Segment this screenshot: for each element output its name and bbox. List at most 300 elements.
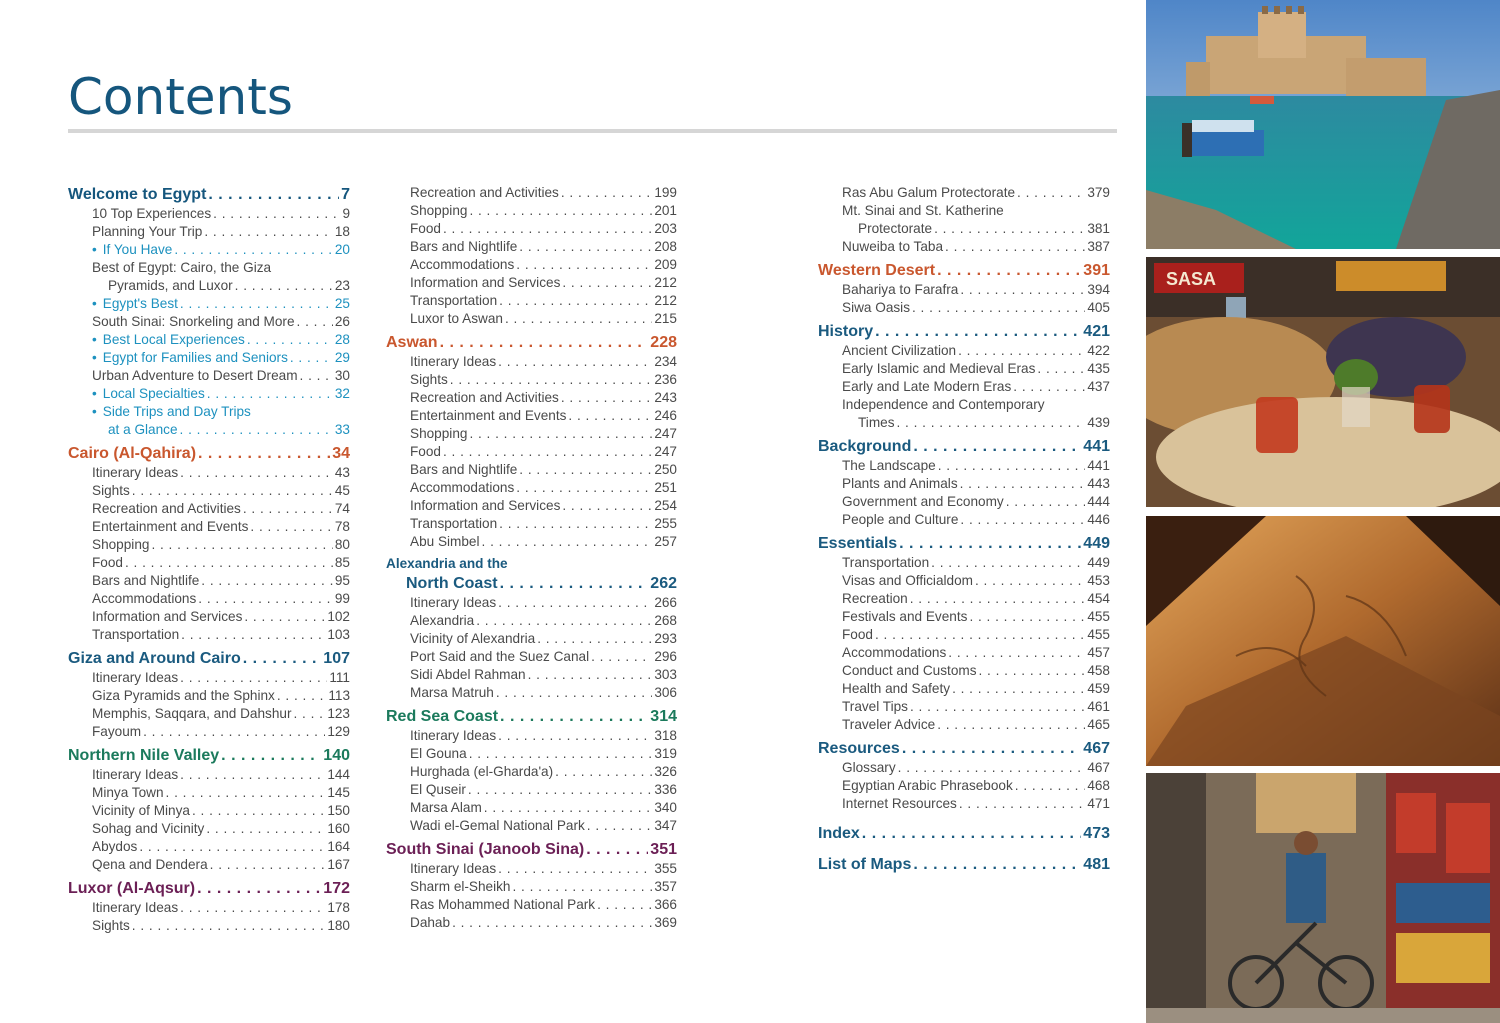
entry-label: Food: [92, 555, 123, 570]
entry-page: 405: [1087, 300, 1110, 315]
entry-label: Information and Services: [410, 275, 561, 290]
entry-page: 439: [1087, 415, 1110, 430]
leader-dots: [516, 479, 652, 497]
toc-entry[interactable]: [68, 723, 350, 741]
leader-dots: [562, 497, 652, 515]
leader-dots: [516, 256, 652, 274]
toc-entry[interactable]: [386, 860, 677, 878]
entry-label: Entertainment and Events: [92, 519, 249, 534]
entry-page: 471: [1087, 796, 1110, 811]
toc-entry[interactable]: [68, 331, 350, 349]
toc-entry[interactable]: [68, 766, 350, 784]
toc-entry[interactable]: [386, 630, 677, 648]
toc-entry[interactable]: [68, 223, 350, 241]
entry-label: Glossary: [842, 760, 896, 775]
entry-label: If You Have: [102, 242, 173, 257]
entry-page: 255: [654, 516, 677, 531]
toc-entry[interactable]: [68, 518, 350, 536]
toc-entry[interactable]: [818, 698, 1110, 716]
toc-entry[interactable]: [386, 202, 677, 220]
toc-entry[interactable]: [386, 594, 677, 612]
entry-label: Planning Your Trip: [92, 224, 203, 239]
entry-label: Itinerary Ideas: [92, 465, 179, 480]
entry-page: 123: [327, 706, 350, 721]
entry-page: 293: [654, 631, 677, 646]
leader-dots: [498, 727, 652, 745]
svg-text:SASA: SASA: [1166, 269, 1217, 289]
entry-label: Best of Egypt: Cairo, the Giza: [92, 260, 272, 275]
section-heading[interactable]: [386, 332, 677, 353]
entry-label: Plants and Animals: [842, 476, 958, 491]
toc-entry[interactable]: [386, 896, 677, 914]
section-heading[interactable]: [386, 839, 677, 860]
entry-label: Information and Services: [92, 609, 243, 624]
leader-dots: [597, 896, 652, 914]
leader-dots: [244, 608, 325, 626]
entry-page: 111: [329, 670, 350, 685]
toc-entry[interactable]: [68, 838, 350, 856]
leader-dots: [960, 511, 1085, 529]
leader-dots: [210, 856, 326, 874]
toc-entry[interactable]: [386, 353, 677, 371]
toc-entry[interactable]: [386, 425, 677, 443]
toc-entry[interactable]: [68, 482, 350, 500]
leader-dots: [875, 626, 1085, 644]
entry-page: 26: [334, 314, 350, 329]
leader-dots: [174, 241, 333, 259]
toc-section-giza-and-around-cairo: [68, 648, 350, 741]
toc-entry[interactable]: [68, 626, 350, 644]
entry-page: 30: [334, 368, 350, 383]
leader-dots: [235, 277, 333, 295]
entry-label: Wadi el-Gemal National Park: [410, 818, 585, 833]
toc-entry[interactable]: [68, 590, 350, 608]
toc-entry[interactable]: [68, 464, 350, 482]
toc-entry[interactable]: [818, 281, 1110, 299]
entry-page: 387: [1087, 239, 1110, 254]
entry-page: 437: [1087, 379, 1110, 394]
entry-page: 461: [1087, 699, 1110, 714]
toc-entry[interactable]: [386, 781, 677, 799]
leader-dots: [213, 205, 340, 223]
toc-entry[interactable]: [386, 443, 677, 461]
entry-label: Early and Late Modern Eras: [842, 379, 1012, 394]
entry-label: Marsa Matruh: [410, 685, 494, 700]
section-heading[interactable]: [818, 321, 1110, 342]
toc-entry[interactable]: [818, 590, 1110, 608]
toc-entry[interactable]: [818, 202, 1110, 220]
leader-dots: [913, 854, 1081, 875]
entry-label: Vicinity of Minya: [92, 803, 190, 818]
toc-entry[interactable]: [818, 238, 1110, 256]
toc-entry[interactable]: [386, 727, 677, 745]
entry-page: 236: [654, 372, 677, 387]
toc-entry[interactable]: [386, 238, 677, 256]
toc-entry[interactable]: [68, 669, 350, 687]
toc-column-2: [386, 184, 677, 932]
entry-page: 103: [327, 627, 350, 642]
section-heading[interactable]: [68, 745, 350, 766]
section-page: 441: [1083, 438, 1110, 455]
section-title: Red Sea Coast: [386, 708, 499, 725]
entry-page: 167: [327, 857, 350, 872]
entry-page: 455: [1087, 609, 1110, 624]
toc-entry[interactable]: [818, 626, 1110, 644]
toc-entry[interactable]: [68, 277, 350, 295]
entry-label: Itinerary Ideas: [92, 767, 179, 782]
entry-page: 144: [327, 767, 350, 782]
leader-dots: [902, 738, 1081, 759]
leader-dots: [180, 766, 325, 784]
entry-label: Sights: [92, 483, 130, 498]
toc-entry[interactable]: [68, 536, 350, 554]
leader-dots: [139, 838, 325, 856]
toc-entry[interactable]: [68, 687, 350, 705]
toc-section-background: [818, 436, 1110, 529]
entry-label: Itinerary Ideas: [92, 900, 179, 915]
section-heading[interactable]: [386, 706, 677, 727]
leader-dots: [300, 367, 333, 385]
toc-entry[interactable]: [818, 777, 1110, 795]
toc-entry[interactable]: [818, 608, 1110, 626]
leader-dots: [979, 662, 1086, 680]
entry-label: Traveler Advice: [842, 717, 936, 732]
toc-entry[interactable]: [68, 608, 350, 626]
entry-page: 74: [334, 501, 350, 516]
section-heading[interactable]: [818, 260, 1110, 281]
toc-entry[interactable]: [818, 662, 1110, 680]
leader-dots: [969, 608, 1085, 626]
entry-label: Egypt for Families and Seniors: [102, 350, 288, 365]
toc-entry[interactable]: [818, 572, 1110, 590]
entry-page: 326: [654, 764, 677, 779]
entry-label: Travel Tips: [842, 699, 908, 714]
toc-entry[interactable]: [68, 856, 350, 874]
section-heading[interactable]: [68, 184, 350, 205]
bullet-icon: •: [92, 350, 97, 365]
section-page: 172: [323, 880, 350, 897]
citadel-harbor-photo: [1146, 0, 1500, 249]
entry-label: Health and Safety: [842, 681, 951, 696]
entry-page: 340: [654, 800, 677, 815]
entry-label: Protectorate: [858, 221, 933, 236]
toc-section-alexandria-and-the-north-coast: [386, 555, 677, 702]
toc-entry[interactable]: [386, 407, 677, 425]
toc-entry[interactable]: [818, 475, 1110, 493]
section-page: 7: [341, 186, 350, 203]
toc-entry[interactable]: [386, 371, 677, 389]
section-page: 473: [1083, 825, 1110, 842]
leader-dots: [498, 594, 652, 612]
toc-entry[interactable]: [818, 299, 1110, 317]
bullet-icon: •: [92, 332, 97, 347]
toc-entry[interactable]: [386, 684, 677, 702]
leader-dots: [513, 878, 653, 896]
entry-label: Abu Simbel: [410, 534, 480, 549]
leader-dots: [948, 644, 1085, 662]
section-title: South Sinai (Janoob Sina): [386, 841, 585, 858]
toc-entry[interactable]: [386, 648, 677, 666]
temple-relief-photo: [1146, 516, 1500, 766]
entry-label: Dahab: [410, 915, 451, 930]
toc-entry[interactable]: [386, 612, 677, 630]
leader-dots: [500, 573, 649, 594]
leader-dots: [482, 533, 653, 551]
toc-entry[interactable]: [386, 515, 677, 533]
toc-entry[interactable]: [386, 497, 677, 515]
entry-label: Sidi Abdel Rahman: [410, 667, 526, 682]
leader-dots: [499, 292, 652, 310]
toc-entry[interactable]: [818, 511, 1110, 529]
entry-page: 25: [334, 296, 350, 311]
section-heading[interactable]: Alexandria and the: [386, 556, 508, 571]
entry-label: Vicinity of Alexandria: [410, 631, 536, 646]
toc-entry[interactable]: [68, 917, 350, 935]
entry-page: 319: [654, 746, 677, 761]
leader-dots: [960, 475, 1086, 493]
leader-dots: [197, 878, 321, 899]
entry-label: Information and Services: [410, 498, 561, 513]
toc-entry[interactable]: [68, 385, 350, 403]
toc-section-list-of-maps: [818, 854, 1110, 875]
entry-label: Accommodations: [410, 257, 515, 272]
entry-page: 178: [327, 900, 350, 915]
section-title: Luxor (Al-Aqsur): [68, 880, 196, 897]
toc-entry[interactable]: [68, 802, 350, 820]
toc-entry[interactable]: [818, 644, 1110, 662]
toc-entry[interactable]: [68, 899, 350, 917]
toc-entry[interactable]: [818, 414, 1110, 432]
section-heading[interactable]: [818, 436, 1110, 457]
toc-section-continued: [386, 184, 677, 328]
leader-dots: [1037, 360, 1085, 378]
leader-dots: [469, 202, 652, 220]
entry-page: 129: [327, 724, 350, 739]
toc-entry[interactable]: [386, 666, 677, 684]
toc-entry[interactable]: [386, 763, 677, 781]
entry-label: 10 Top Experiences: [92, 206, 212, 221]
entry-label: Shopping: [410, 426, 468, 441]
leader-dots: [528, 666, 653, 684]
entry-page: 457: [1087, 645, 1110, 660]
leader-dots: [468, 781, 652, 799]
entry-label: Side Trips and Day Trips: [102, 404, 251, 419]
leader-dots: [125, 554, 333, 572]
toc-entry[interactable]: [386, 310, 677, 328]
toc-section-index: [818, 823, 1110, 844]
toc-entry[interactable]: [68, 295, 350, 313]
toc-entry[interactable]: [386, 292, 677, 310]
toc-section-luxor-al-aqsur: [68, 878, 350, 935]
section-heading[interactable]: [818, 854, 1110, 875]
leader-dots: [875, 321, 1081, 342]
toc-section-northern-nile-valley: [68, 745, 350, 874]
section-heading[interactable]: [68, 648, 350, 669]
leader-dots: [587, 817, 653, 835]
entry-page: 212: [654, 293, 677, 308]
toc-entry[interactable]: [68, 572, 350, 590]
entry-label: Itinerary Ideas: [410, 354, 497, 369]
toc-entry[interactable]: [386, 878, 677, 896]
section-heading[interactable]: [68, 443, 350, 464]
leader-dots: [499, 515, 652, 533]
section-page: 467: [1083, 740, 1110, 757]
entry-page: 45: [334, 483, 350, 498]
entry-page: 28: [334, 332, 350, 347]
leader-dots: [297, 313, 333, 331]
entry-label: Bars and Nightlife: [410, 239, 518, 254]
toc-entry[interactable]: [68, 421, 350, 439]
section-page: 391: [1083, 262, 1110, 279]
toc-entry[interactable]: [386, 817, 677, 835]
toc-entry[interactable]: [68, 820, 350, 838]
leader-dots: [498, 353, 652, 371]
leader-dots: [443, 220, 652, 238]
toc-entry[interactable]: [818, 396, 1110, 414]
toc-entry[interactable]: [818, 342, 1110, 360]
entry-label: Nuweiba to Taba: [842, 239, 944, 254]
entry-page: 441: [1087, 458, 1110, 473]
toc-entry[interactable]: [68, 784, 350, 802]
toc-entry[interactable]: [386, 745, 677, 763]
entry-page: 366: [654, 897, 677, 912]
entry-label: Bars and Nightlife: [410, 462, 518, 477]
entry-page: 80: [334, 537, 350, 552]
toc-entry[interactable]: [818, 680, 1110, 698]
entry-label: Independence and Contemporary: [842, 397, 1045, 412]
toc-entry[interactable]: [818, 378, 1110, 396]
toc-entry[interactable]: [818, 716, 1110, 734]
leader-dots: [910, 590, 1086, 608]
leader-dots: [1017, 184, 1085, 202]
entry-label: Itinerary Ideas: [410, 595, 497, 610]
toc-entry[interactable]: [386, 479, 677, 497]
toc-entry[interactable]: [386, 184, 677, 202]
leader-dots: [247, 331, 333, 349]
entry-page: 145: [327, 785, 350, 800]
section-title: Giza and Around Cairo: [68, 650, 241, 667]
toc-entry[interactable]: [818, 795, 1110, 813]
entry-label: Fayoum: [92, 724, 142, 739]
toc-entry[interactable]: [68, 554, 350, 572]
entry-page: 234: [654, 354, 677, 369]
leader-dots: [181, 626, 325, 644]
toc-entry[interactable]: [386, 914, 677, 932]
toc-section-history: [818, 321, 1110, 432]
entry-label: Food: [842, 627, 873, 642]
section-heading[interactable]: [818, 823, 1110, 844]
toc-entry[interactable]: [818, 220, 1110, 238]
entry-label: Transportation: [92, 627, 180, 642]
leader-dots: [132, 482, 333, 500]
leader-dots: [500, 706, 648, 727]
section-title: North Coast: [406, 575, 498, 592]
toc-section-essentials: [818, 533, 1110, 734]
leader-dots: [496, 684, 652, 702]
toc-section-welcome-to-egypt: [68, 184, 350, 439]
section-heading[interactable]: [818, 738, 1110, 759]
leader-dots: [250, 518, 332, 536]
entry-label: Accommodations: [410, 480, 515, 495]
toc-entry[interactable]: [68, 205, 350, 223]
toc-column-1: [68, 184, 350, 935]
toc-entry[interactable]: [386, 799, 677, 817]
entry-page: 247: [654, 444, 677, 459]
leader-dots: [440, 332, 649, 353]
toc-entry[interactable]: [818, 554, 1110, 572]
section-title: Welcome to Egypt: [68, 186, 207, 203]
toc-entry[interactable]: [818, 457, 1110, 475]
entry-label: El Quseir: [410, 782, 466, 797]
toc-entry[interactable]: [68, 349, 350, 367]
entry-page: 201: [654, 203, 677, 218]
leader-dots: [151, 536, 332, 554]
leader-dots: [505, 310, 652, 328]
leader-dots: [277, 687, 326, 705]
entry-page: 243: [654, 390, 677, 405]
toc-entry[interactable]: [386, 256, 677, 274]
toc-entry[interactable]: [68, 705, 350, 723]
section-page: 107: [323, 650, 350, 667]
leader-dots: [201, 572, 333, 590]
leader-dots: [959, 795, 1085, 813]
entry-page: 443: [1087, 476, 1110, 491]
leader-dots: [484, 799, 653, 817]
section-title: Index: [818, 825, 860, 842]
entry-label: Festivals and Events: [842, 609, 968, 624]
leader-dots: [452, 914, 652, 932]
toc-section-resources: [818, 738, 1110, 813]
toc-entry[interactable]: [386, 389, 677, 407]
toc-entry[interactable]: [68, 403, 350, 421]
entry-page: 379: [1087, 185, 1110, 200]
toc-entry[interactable]: [818, 360, 1110, 378]
toc-entry[interactable]: [386, 274, 677, 292]
section-page: 449: [1083, 535, 1110, 552]
entry-page: 23: [334, 278, 350, 293]
toc-entry[interactable]: [386, 461, 677, 479]
toc-entry[interactable]: [68, 367, 350, 385]
section-heading[interactable]: [818, 533, 1110, 554]
entry-label: Mt. Sinai and St. Katherine: [842, 203, 1004, 218]
entry-label: Bahariya to Farafra: [842, 282, 959, 297]
toc-entry[interactable]: [818, 184, 1110, 202]
leader-dots: [208, 184, 339, 205]
entry-label: South Sinai: Snorkeling and More: [92, 314, 295, 329]
leader-dots: [586, 839, 648, 860]
leader-dots: [243, 648, 322, 669]
toc-entry[interactable]: [818, 493, 1110, 511]
toc-entry[interactable]: [68, 241, 350, 259]
leader-dots: [897, 414, 1086, 432]
toc-entry[interactable]: [386, 533, 677, 551]
toc-entry[interactable]: [818, 759, 1110, 777]
leader-dots: [143, 723, 325, 741]
section-heading-line[interactable]: [386, 573, 677, 594]
leader-dots: [562, 274, 652, 292]
toc-entry[interactable]: [68, 500, 350, 518]
entry-label: at a Glance: [108, 422, 178, 437]
entry-page: 355: [654, 861, 677, 876]
leader-dots: [132, 917, 326, 935]
section-heading[interactable]: [68, 878, 350, 899]
toc-entry[interactable]: [386, 220, 677, 238]
toc-entry[interactable]: [68, 313, 350, 331]
entry-label: Marsa Alam: [410, 800, 482, 815]
toc-entry[interactable]: [68, 259, 350, 277]
toc-section-south-sinai-janoob-sina: [386, 839, 677, 932]
entry-label: Itinerary Ideas: [92, 670, 179, 685]
